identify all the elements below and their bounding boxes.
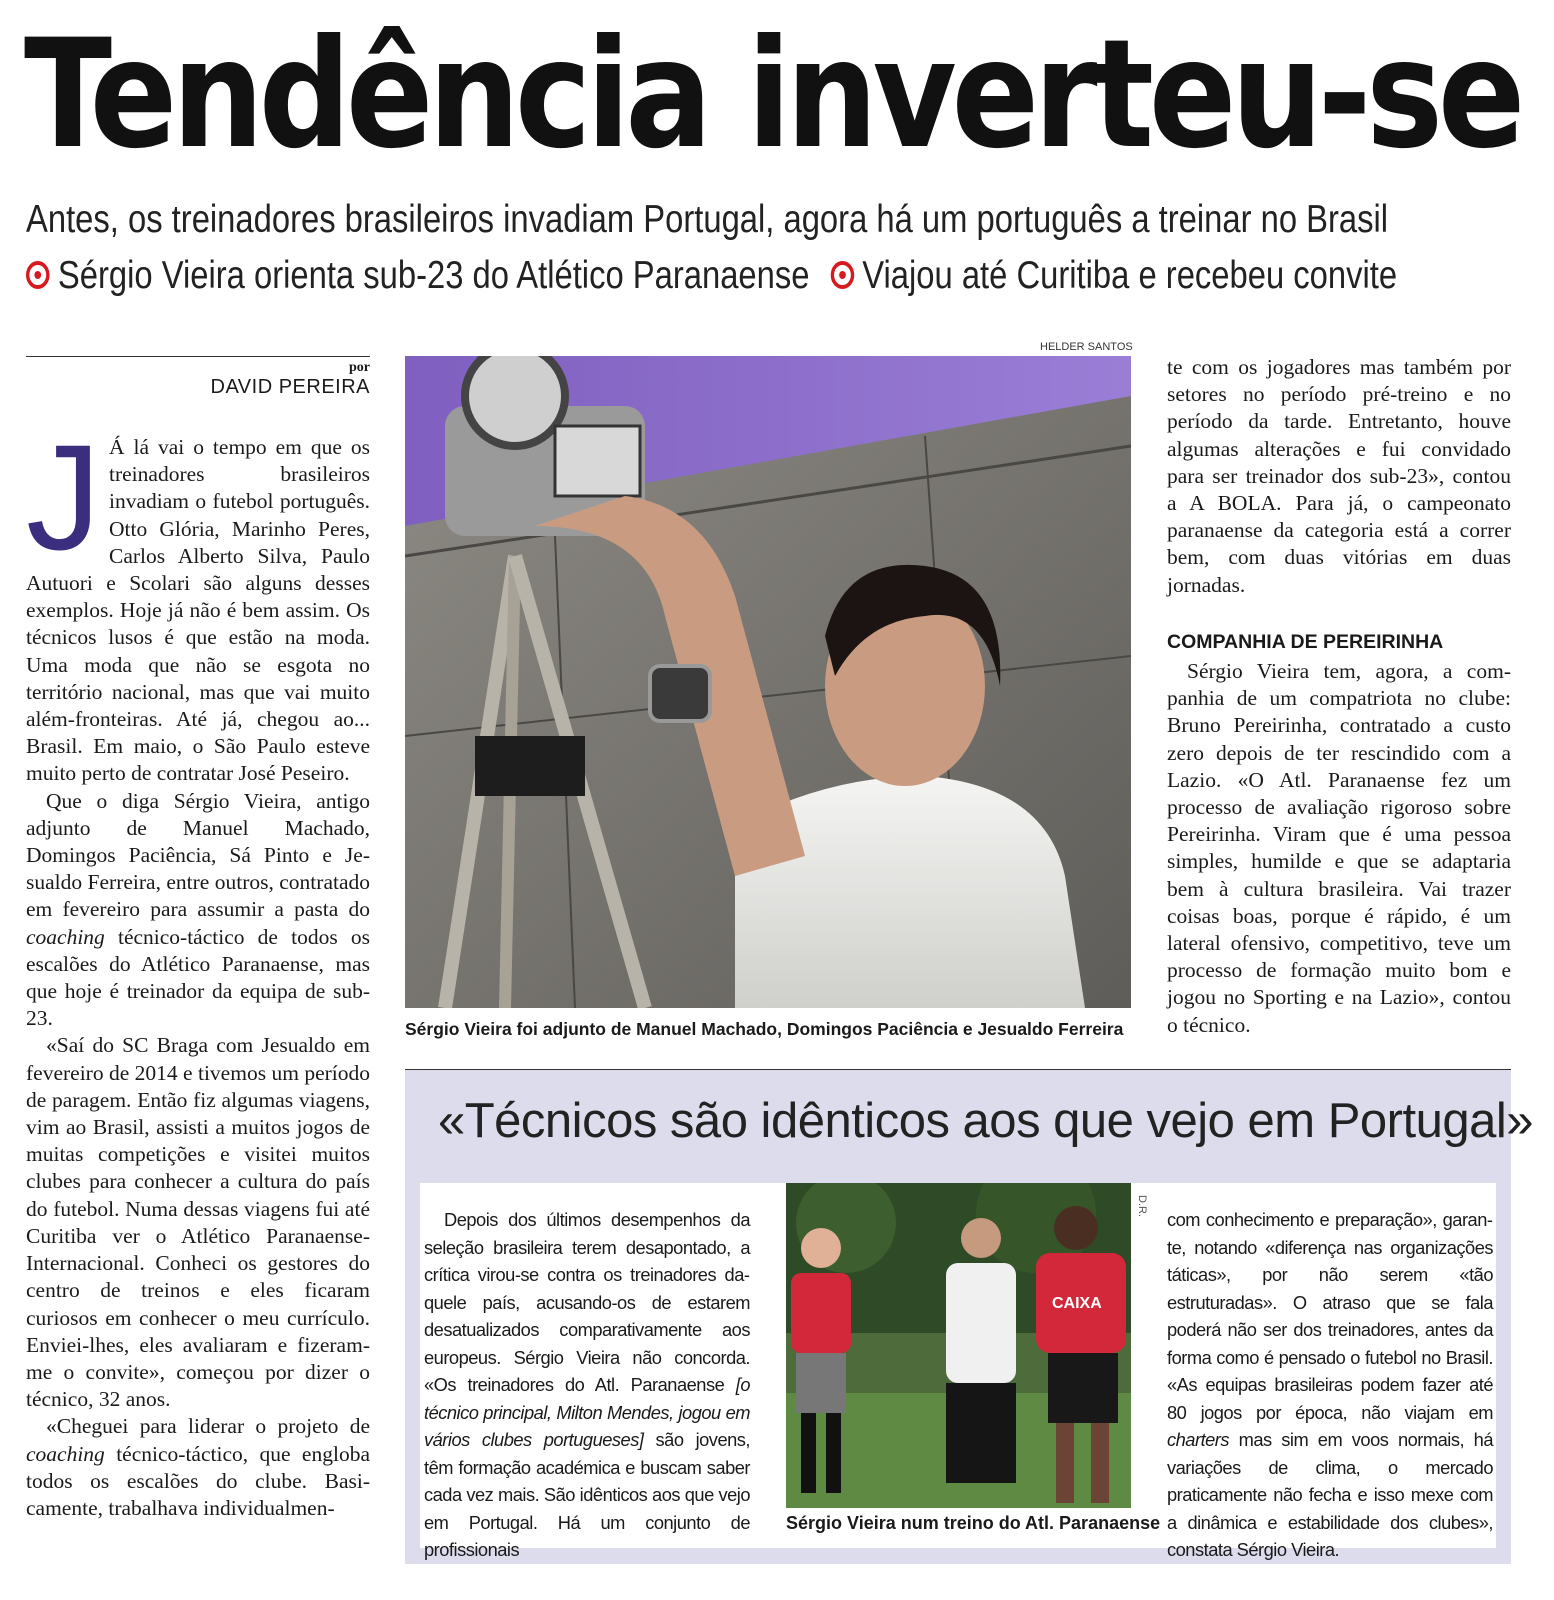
bullet-target-icon (26, 261, 50, 289)
paragraph: «Cheguei para liderar o projeto de coaching técnico-táctico, que engloba todos os escalões do clube. Basicamente, trabalhava individualmen- (26, 1414, 370, 1520)
box-right-column (1167, 1206, 1493, 1564)
box-left-column (424, 1206, 750, 1564)
deck-point-1: Sérgio Vieira orienta sub-23 do Atlético Paranaense (57, 254, 810, 297)
bib-sponsor-text: CAIXA (1052, 1295, 1102, 1312)
training-photo (786, 1183, 1131, 1508)
paragraph: Sérgio Vieira tem, agora, a companhia de um compatriota no clube: Bruno Pereirinha, contratado a custo zero depois de ter rescindido com a Lazio. «O Atl. Paranaense fez um processo de avaliação rigoroso sobre Pereirinha. Viram que é uma pessoa simples, humilde e que se adaptaria bem à cultura brasileira. Vai trazer coisas boas, porque é rápido, é um lateral ofensivo, competitivo, teve um processo de formação muito bom e jogou no Sporting e na Lazio», contou o técnico. (1167, 659, 1511, 1037)
photo-caption: Sérgio Vieira foi adjunto de Manuel Machado, Domingos Paciência e Jesualdo Ferreira (405, 1019, 1124, 1039)
column-3-continued (1167, 658, 1511, 1039)
pull-quote: «Técnicos são idênticos aos que vejo em Portugal» (438, 1094, 1533, 1148)
paragraph: Depois dos últimos desempenhos da seleção brasileira terem desapontado, a crítica virou-se contra os treinadores daquele país, acusando-os de estarem desatualizados comparativamente aos europeus. Sérgio Vieira não concorda. «Os treinadores do Atl. Paranaense [o técnico principal, Milton Mendes, jogou em vários clubes portugueses] são jovens, têm formação académica e buscam saber cada vez mais. São idênticos aos que vejo em Portugal. Há um conjunto de profissionais (424, 1209, 750, 1560)
paragraph: com conhecimento e preparação», garante, notando «diferença nas organizações táticas», por não serem «tão estruturadas». O atraso que se fala poderá não ser dos treinadores, antes da forma como é pensado o futebol no Brasil. «As equipas brasileiras podem fazer até 80 jogos por época, não viajam em charters mas sim em voos normais, há variações de clima, o mercado praticamente não fecha e isso mexe com a dinâmica e estabilidade dos clubes», constata Sérgio Vieira. (1167, 1209, 1493, 1560)
deck-point-2: Viajou até Curitiba e recebeu convite (862, 254, 1398, 297)
paragraph: te com os jogadores mas também por setores no período pré-treino e no período da tarde. Entretanto, houve algumas alterações e fui convidado para ser treinador dos sub-23», contou a A BOLA. Para já, o campeonato paranaense da categoria está a correr bem, com duas vitórias em duas jornadas. (1167, 355, 1511, 597)
byline-label: por (349, 360, 370, 375)
training-photo-caption: Sérgio Vieira num treino do Atl. Paranaense (786, 1513, 1161, 1533)
byline-rule (26, 356, 370, 357)
photo-image (786, 1183, 1131, 1508)
subhead: COMPANHIA DE PEREIRINHA (1167, 631, 1444, 653)
main-photo (405, 356, 1131, 1008)
deck-points (26, 254, 1397, 298)
paragraph: Que o diga Sérgio Vieira, antigo adjunto de Manuel Machado, Domingos Paciência, Sá Pinto e Jesualdo Ferreira, entre outros, contratado em fevereiro para assumir a pasta do coaching técnico-táctico de todos os escalões do Atlético Paranaense, mas que hoje é treinador da equipa de sub-23. (26, 788, 370, 1031)
paragraph: J Á lá vai o tempo em que os treinadores brasileiros invadiam o futebol português. Otto Glória, Marinho Peres, Carlos Alberto Silva, Paulo Autuori e Scolari são alguns desses exemplos. Hoje já não é bem assim. Os técnicos lusos é que estão na moda. Uma moda que não se esgota no território nacional, mas que vai muito além-fronteiras. Até já, chegou ao... Brasil. Em maio, o São Paulo esteve muito perto de contratar José Peseiro. (26, 434, 370, 786)
paragraph: «Saí do SC Braga com Jesualdo em fevereiro de 2014 e tivemos um período de paragem. Então fiz algumas viagens, vim ao Brasil, assisti a muitos jogos de muitas competições e visitei muitos clubes para conhecer a cultura do país do futebol. Numa dessas viagens fui até Curitiba ver o Atlético Paranaense-Internacional. Conheci os gestores do centro de treinos e eles ficaram curiosos em conhecer o meu currículo. Enviei-lhes, eles avaliaram e fizeram-me o convite», começou por dizer o técnico, 32 anos. (26, 1033, 370, 1412)
column-3 (1167, 354, 1511, 599)
training-photo-credit: D.R. (1136, 1195, 1148, 1217)
headline: Tendência inverteu-se (24, 8, 1521, 182)
photo-image (405, 356, 1131, 1008)
byline (26, 360, 370, 399)
photo-credit: HELDER SANTOS (1040, 341, 1133, 353)
byline-author: DAVID PEREIRA (210, 376, 370, 398)
box-rule (405, 1069, 1511, 1070)
bullet-target-icon (830, 261, 854, 289)
drop-cap: J (26, 434, 101, 581)
column-1 (26, 434, 370, 1600)
deck-line: Antes, os treinadores brasileiros invadiam Portugal, agora há um português a treinar no Brasil (26, 198, 1389, 241)
